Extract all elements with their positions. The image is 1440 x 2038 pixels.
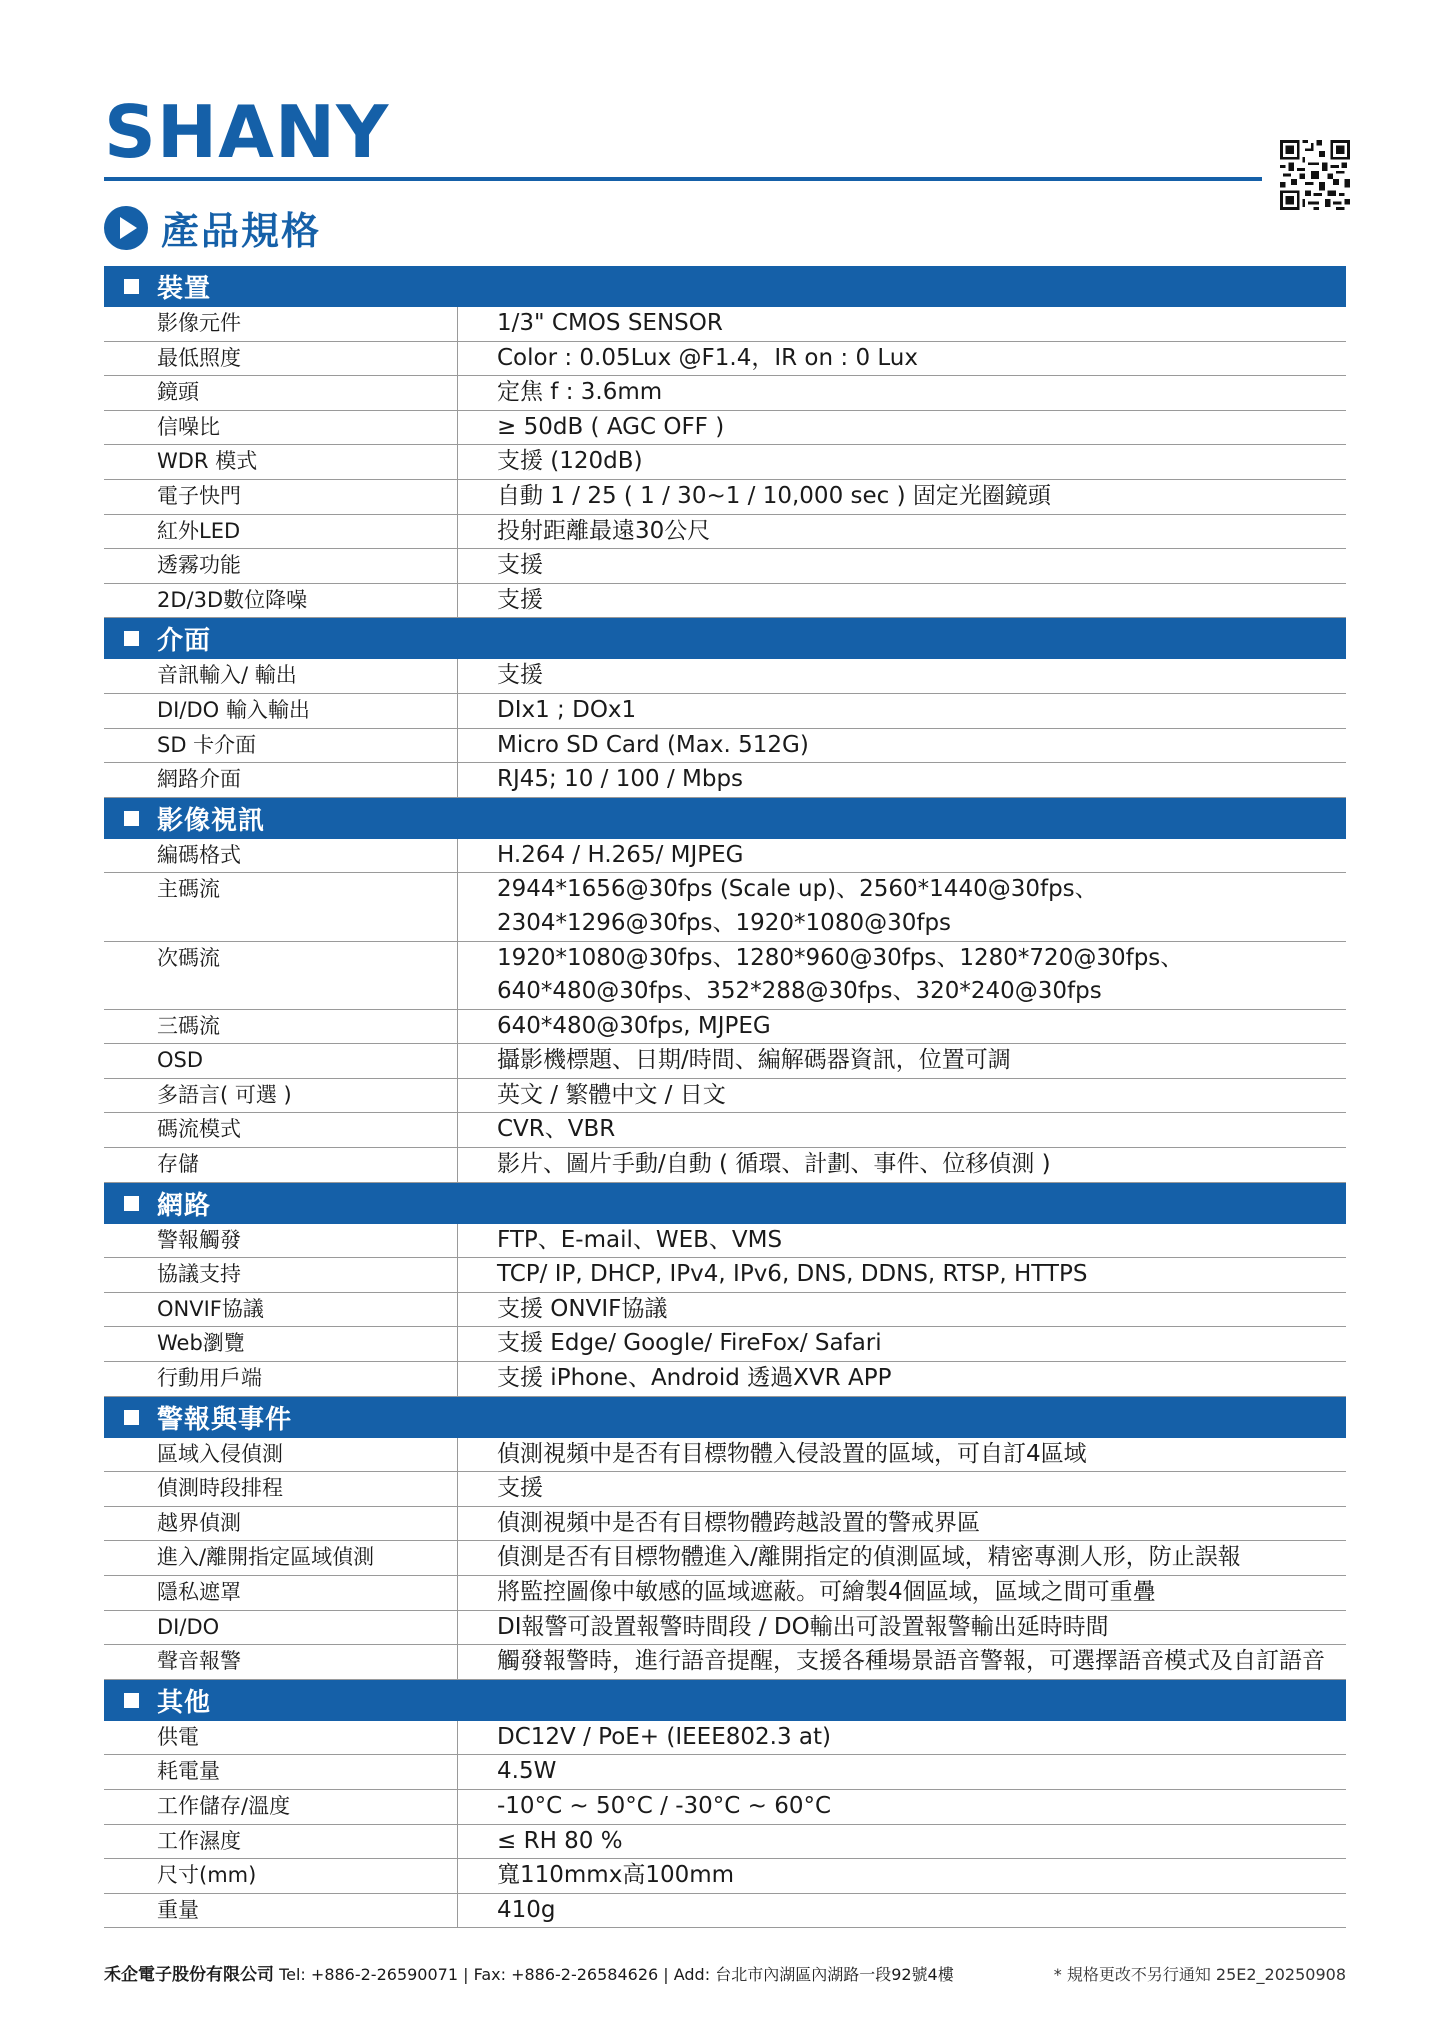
spec-row <box>104 1293 1346 1328</box>
square-bullet-icon <box>124 1410 139 1425</box>
spec-label: 尺寸(mm) <box>104 1859 458 1893</box>
spec-value: 支援 <box>497 552 543 579</box>
spec-label: 區域入侵偵測 <box>104 1438 458 1472</box>
spec-label: 進入/離開指定區域偵測 <box>104 1541 458 1575</box>
qr-code-icon <box>1280 140 1350 210</box>
spec-row <box>104 1327 1346 1362</box>
spec-row <box>104 445 1346 480</box>
spec-value: 支援 iPhone、Android 透過XVR APP <box>497 1365 892 1392</box>
spec-value: DI報警可設置報警時間段 / DO輸出可設置報警輸出延時時間 <box>497 1613 1109 1640</box>
spec-value: H.264 / H.265/ MJPEG <box>497 841 744 868</box>
spec-row <box>104 584 1346 619</box>
section-header <box>104 618 1346 659</box>
spec-value: TCP/ IP, DHCP, IPv4, IPv6, DNS, DDNS, RTSP, HTTPS <box>497 1261 1088 1288</box>
spec-row <box>104 515 1346 550</box>
spec-label: 鏡頭 <box>104 376 458 410</box>
footer-contact-line <box>104 1960 954 1985</box>
spec-label: 音訊輸入/ 輸出 <box>104 659 458 693</box>
spec-row <box>104 1010 1346 1045</box>
spec-row <box>104 839 1346 874</box>
spec-label: 存儲 <box>104 1148 458 1182</box>
spec-row <box>104 1148 1346 1183</box>
spec-value: 自動 1 / 25 ( 1 / 30~1 / 10,000 sec ) 固定光圈鏡頭 <box>497 482 1051 509</box>
spec-value: 偵測是否有目標物體進入/離開指定的偵測區域，精密專測人形，防止誤報 <box>497 1544 1241 1571</box>
spec-row <box>104 342 1346 377</box>
spec-label: 協議支持 <box>104 1258 458 1292</box>
spec-label: 信噪比 <box>104 411 458 445</box>
header-rule <box>104 177 1262 181</box>
spec-row <box>104 1611 1346 1646</box>
section-title: 影像視訊 <box>157 805 266 836</box>
spec-label: SD 卡介面 <box>104 729 458 763</box>
section-header <box>104 1183 1346 1224</box>
spec-label: 紅外LED <box>104 515 458 549</box>
spec-label: 透霧功能 <box>104 549 458 583</box>
spec-row <box>104 1507 1346 1542</box>
spec-label: 隱私遮罩 <box>104 1576 458 1610</box>
spec-value: RJ45; 10 / 100 / Mbps <box>497 766 744 793</box>
spec-row <box>104 1576 1346 1611</box>
spec-value: 英文 / 繁體中文 / 日文 <box>497 1081 726 1108</box>
spec-value: 2944*1656@30fps (Scale up)、2560*1440@30fps、 2304*1296@30fps、1920*1080@30fps <box>497 876 1098 936</box>
spec-row <box>104 480 1346 515</box>
section-title: 裝置 <box>157 274 212 304</box>
spec-value: 4.5W <box>497 1758 557 1785</box>
section-header <box>104 1680 1346 1721</box>
spec-label: 2D/3D數位降噪 <box>104 584 458 618</box>
footer <box>104 1960 1346 1985</box>
spec-row <box>104 1362 1346 1397</box>
square-bullet-icon <box>124 811 139 826</box>
spec-label: 三碼流 <box>104 1010 458 1044</box>
spec-label: Web瀏覽 <box>104 1327 458 1361</box>
spec-label: OSD <box>104 1044 458 1078</box>
spec-row <box>104 1438 1346 1473</box>
spec-row <box>104 659 1346 694</box>
spec-row <box>104 1645 1346 1680</box>
section-header <box>104 266 1346 307</box>
spec-label: 聲音報警 <box>104 1645 458 1679</box>
spec-value: DC12V / PoE+ (IEEE802.3 at) <box>497 1723 831 1750</box>
spec-row <box>104 1894 1346 1929</box>
spec-label: 編碼格式 <box>104 839 458 873</box>
spec-row <box>104 411 1346 446</box>
spec-value: 支援 Edge/ Google/ FireFox/ Safari <box>497 1330 882 1357</box>
square-bullet-icon <box>124 1693 139 1708</box>
spec-row <box>104 694 1346 729</box>
spec-value: 支援 <box>497 662 543 689</box>
section-title: 警報與事件 <box>157 1404 293 1435</box>
spec-label: 警報觸發 <box>104 1224 458 1258</box>
brand-logo: SHANY <box>104 90 390 174</box>
spec-label: 越界偵測 <box>104 1507 458 1541</box>
spec-value: FTP、E-mail、WEB、VMS <box>497 1226 783 1253</box>
spec-value: 攝影機標題、日期/時間、編解碼器資訊，位置可調 <box>497 1047 1011 1074</box>
spec-value: 410g <box>497 1896 556 1923</box>
spec-label: 主碼流 <box>104 873 458 940</box>
spec-label: DI/DO 輸入輸出 <box>104 694 458 728</box>
spec-label: 行動用戶端 <box>104 1362 458 1396</box>
square-bullet-icon <box>124 631 139 646</box>
section-title: 介面 <box>157 626 212 657</box>
spec-label: 最低照度 <box>104 342 458 376</box>
spec-row <box>104 1079 1346 1114</box>
section-header <box>104 1397 1346 1438</box>
spec-label: ONVIF協議 <box>104 1293 458 1327</box>
spec-value: 偵測視頻中是否有目標物體跨越設置的警戒界區 <box>497 1509 980 1536</box>
spec-value: 偵測視頻中是否有目標物體入侵設置的區域，可自訂4區域 <box>497 1440 1087 1467</box>
spec-row <box>104 1721 1346 1756</box>
spec-value: Micro SD Card (Max. 512G) <box>497 731 809 758</box>
spec-value: CVR、VBR <box>497 1116 616 1143</box>
spec-row <box>104 1224 1346 1259</box>
spec-row <box>104 376 1346 411</box>
spec-value: 投射距離最遠30公尺 <box>497 517 711 544</box>
spec-value: 支援 (120dB) <box>497 448 643 475</box>
spec-value: 影片、圖片手動/自動 ( 循環、計劃、事件、位移偵測 ) <box>497 1151 1051 1178</box>
spec-value: 將監控圖像中敏感的區域遮蔽。可繪製4個區域，區域之間可重疊 <box>497 1579 1156 1605</box>
section-header <box>104 798 1346 839</box>
footer-contact: Tel: +886-2-26590071 | Fax: +886-2-26584626 | Add: 台北市內湖區內湖路一段92號4樓 <box>274 1965 954 1984</box>
spec-row <box>104 1044 1346 1079</box>
spec-value: 寬110mmx高100mm <box>497 1862 735 1889</box>
spec-row <box>104 763 1346 798</box>
spec-value: 支援 <box>497 1475 543 1502</box>
spec-value: ≤ RH 80 % <box>497 1827 623 1854</box>
spec-row <box>104 873 1346 941</box>
spec-label: 工作濕度 <box>104 1825 458 1859</box>
spec-value: -10°C ~ 50°C / -30°C ~ 60°C <box>497 1792 832 1819</box>
spec-row <box>104 1258 1346 1293</box>
spec-row <box>104 549 1346 584</box>
spec-row <box>104 1859 1346 1894</box>
spec-row <box>104 1790 1346 1825</box>
page-title: 產品規格 <box>161 209 322 253</box>
section-title: 網路 <box>157 1190 212 1221</box>
spec-value: 觸發報警時，進行語音提醒，支援各種場景語音警報，可選擇語音模式及自訂語音 <box>497 1648 1325 1675</box>
spec-label: 工作儲存/溫度 <box>104 1790 458 1824</box>
spec-label: 碼流模式 <box>104 1113 458 1147</box>
spec-label: 次碼流 <box>104 942 458 1009</box>
spec-table <box>104 266 1346 1928</box>
spec-row <box>104 1825 1346 1860</box>
spec-value: 定焦 f : 3.6mm <box>497 379 663 406</box>
spec-row <box>104 729 1346 764</box>
spec-label: 網路介面 <box>104 763 458 797</box>
spec-value: 1920*1080@30fps、1280*960@30fps、1280*720@30fps、 640*480@30fps、352*288@30fps、320*240@30fps <box>497 944 1184 1005</box>
spec-value: 支援 <box>497 586 543 613</box>
spec-label: 供電 <box>104 1721 458 1755</box>
spec-value: Color : 0.05Lux @F1.4，IR on : 0 Lux <box>497 344 918 371</box>
spec-label: 影像元件 <box>104 307 458 341</box>
spec-value: 640*480@30fps, MJPEG <box>497 1012 771 1039</box>
play-circle-icon <box>104 206 148 250</box>
spec-label: WDR 模式 <box>104 445 458 479</box>
footer-company: 禾企電子股份有限公司 <box>104 1965 274 1985</box>
spec-row <box>104 942 1346 1010</box>
spec-value: ≥ 50dB ( AGC OFF ) <box>497 413 725 440</box>
spec-value: 支援 ONVIF協議 <box>497 1295 668 1322</box>
square-bullet-icon <box>124 279 139 294</box>
square-bullet-icon <box>124 1196 139 1211</box>
spec-value: 1/3" CMOS SENSOR <box>497 310 723 336</box>
spec-row <box>104 1755 1346 1790</box>
spec-row <box>104 1541 1346 1576</box>
spec-row <box>104 1472 1346 1507</box>
spec-label: DI/DO <box>104 1611 458 1645</box>
spec-label: 重量 <box>104 1894 458 1928</box>
spec-label: 多語言( 可選 ) <box>104 1079 458 1113</box>
spec-label: 偵測時段排程 <box>104 1472 458 1506</box>
spec-label: 耗電量 <box>104 1755 458 1789</box>
footer-note: * 規格更改不另行通知 25E2_20250908 <box>1053 1965 1346 1984</box>
spec-label: 電子快門 <box>104 480 458 514</box>
spec-row <box>104 307 1346 342</box>
spec-value: DIx1 ; DOx1 <box>497 696 637 723</box>
section-title: 其他 <box>157 1687 212 1718</box>
page-heading <box>104 200 321 255</box>
spec-row <box>104 1113 1346 1148</box>
